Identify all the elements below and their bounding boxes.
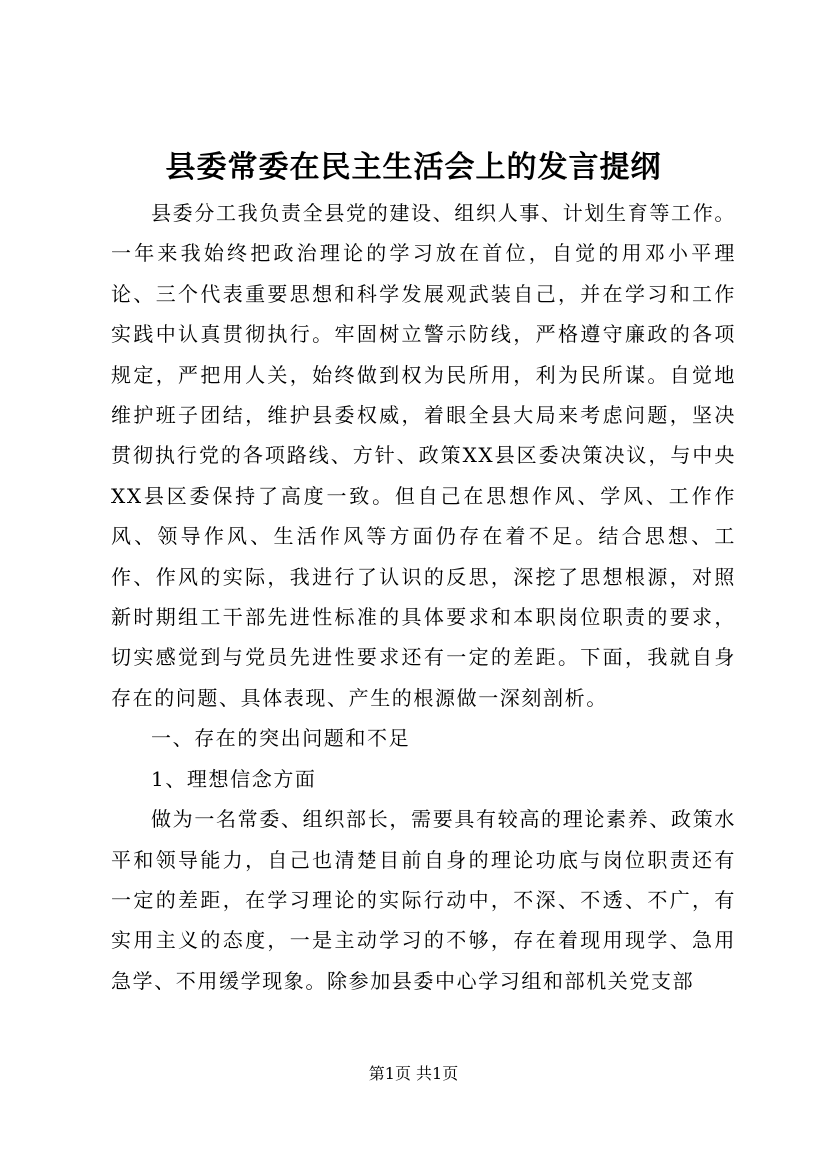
subsection-heading: 1、理想信念方面 bbox=[151, 766, 317, 791]
document-title: 县委常委在民主生活会上的发言提纲 bbox=[165, 150, 662, 185]
page-footer: 第1页 共1页 bbox=[368, 1064, 459, 1083]
paragraph-intro: 县委分工我负责全县党的建设、组织人事、计划生育等工作。一年来我始终把政治理论的学习放在首位，自觉的用邓小平理论、三个代表重要思想和科学发展观武装自己，并在学习和工作实践中认真贯彻执行。牢固树立警示防线，严格遵守廉政的各项规定，严把用人关，始终做到权为民所用，利为民所谋。自觉地维护班子团结，维护县委权威，着眼全县大局来考虑问题，坚决贯彻执行党的各项路线、方针、政策XX县区委决策决议，与中央XX县区委保持了高度一致。但自己在思想作风、学风、工作作风、领导作风、生活作风等方面仍存在着不足。结合思想、工作、作风的实际，我进行了认识的反思，深挖了思想根源，对照新时期组工干部先进性标准的具体要求和本职岗位职责的要求，切实感觉到与党员先进性要求还有一定的差距。下面，我就自身存在的问题、具体表现、产生的根源做一深刻剖析。 bbox=[111, 201, 736, 710]
document-body bbox=[111, 193, 736, 1001]
paragraph-ideals: 做为一名常委、组织部长，需要具有较高的理论素养、政策水平和领导能力，自己也清楚目前自身的理论功底与岗位职责还有一定的差距，在学习理论的实际行动中，不深、不透、不广，有实用主义的态度，一是主动学习的不够，存在着现用现学、急用急学、不用缓学现象。除参加县委中心学习组和部机关党支部 bbox=[111, 807, 736, 993]
section-heading: 一、存在的突出问题和不足 bbox=[151, 726, 411, 751]
